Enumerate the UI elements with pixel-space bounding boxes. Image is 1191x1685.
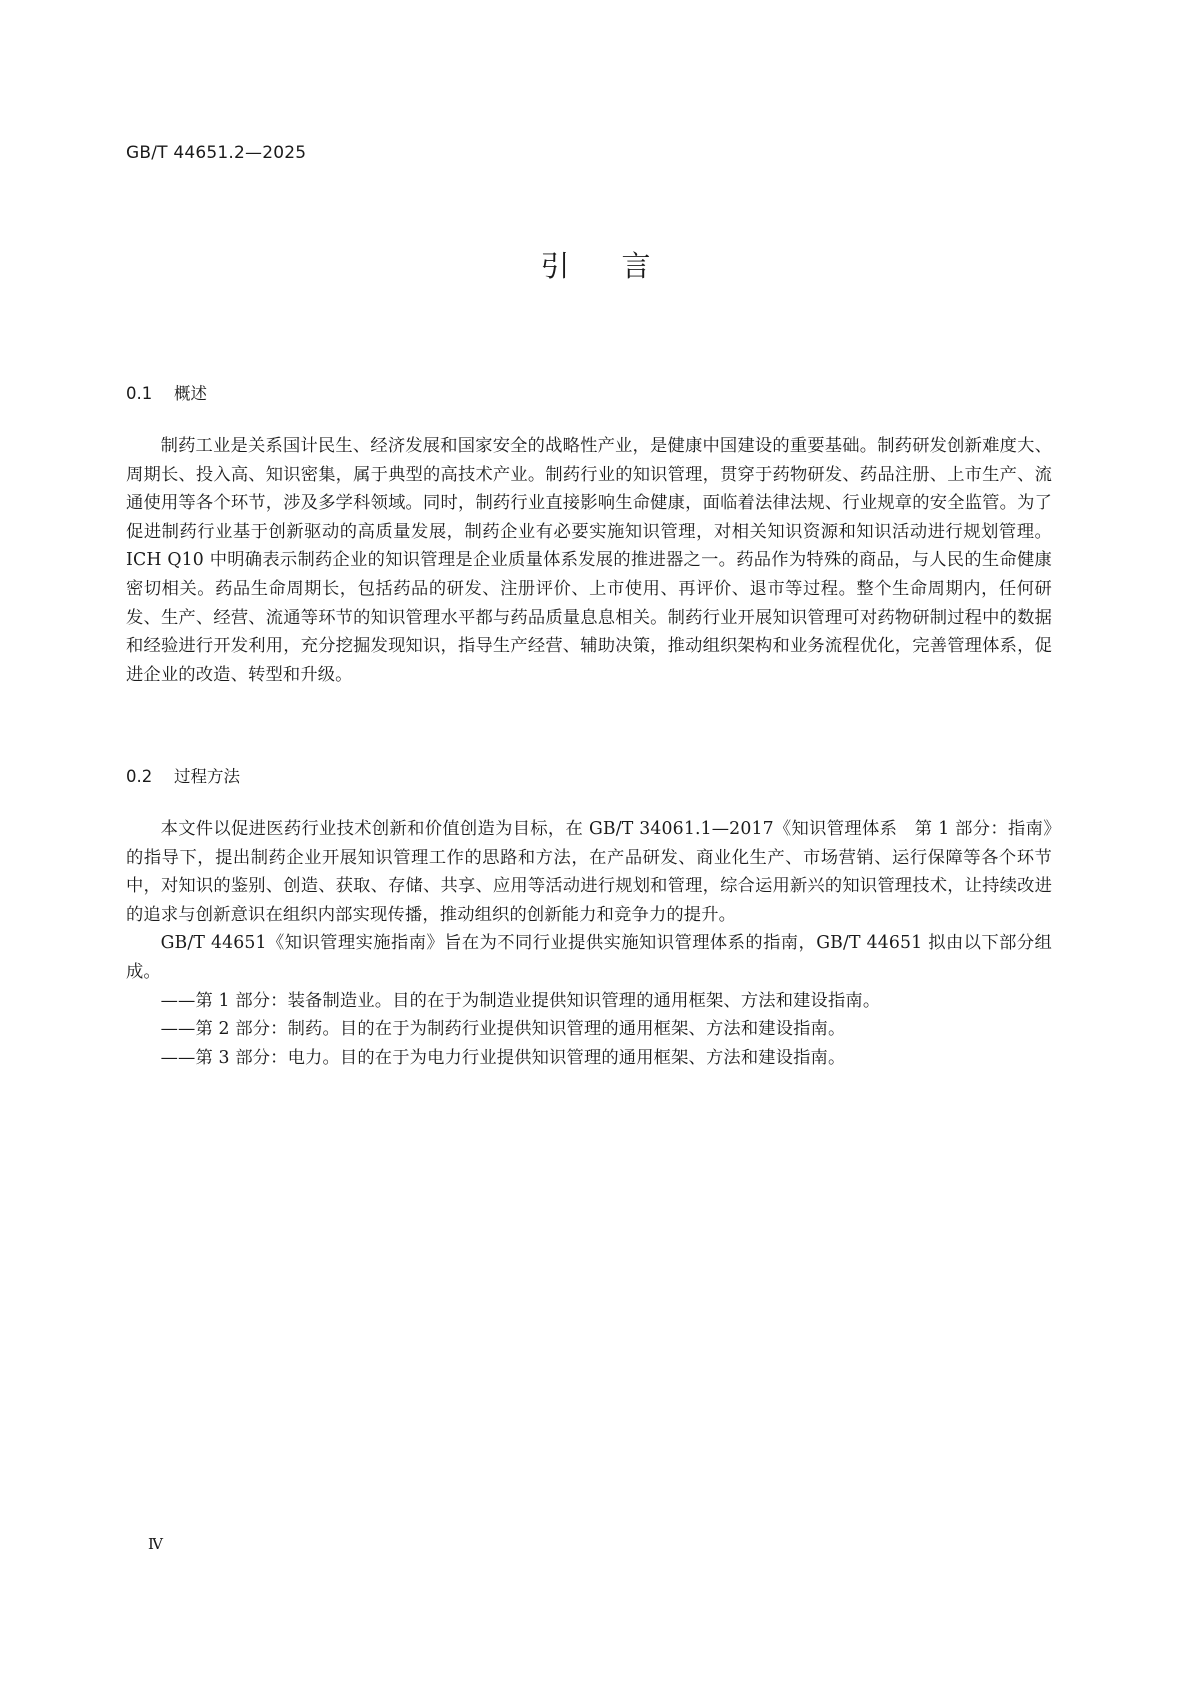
list-item: ——第 1 部分：装备制造业。目的在于为制造业提供知识管理的通用框架、方法和建设指南。 xyxy=(160,990,881,1011)
section-title: 概述 xyxy=(174,384,207,403)
page-number: Ⅳ xyxy=(148,1535,163,1553)
section-number: 0.2 xyxy=(126,767,153,786)
section-title: 过程方法 xyxy=(174,767,240,786)
page-title xyxy=(0,244,1191,285)
title-char-2: 言 xyxy=(621,249,651,283)
document-code: GB/T 44651.2—2025 xyxy=(126,143,307,163)
list-item: ——第 2 部分：制药。目的在于为制药行业提供知识管理的通用框架、方法和建设指南。 xyxy=(160,1019,846,1040)
title-char-1: 引 xyxy=(540,249,570,283)
list-item: ——第 3 部分：电力。目的在于为电力行业提供知识管理的通用框架、方法和建设指南。 xyxy=(160,1047,846,1068)
section-heading-0-2 xyxy=(126,763,240,787)
paragraph: 制药工业是关系国计民生、经济发展和国家安全的战略性产业，是健康中国建设的重要基础。制药研发创新难度大、周期长、投入高、知识密集，属于典型的高技术产业。制药行业的知识管理，贯穿于药物研发、药品注册、上市生产、流通使用等各个环节，涉及多学科领域。同时，制药行业直接影响生命健康，面临着法律法规、行业规章的安全监管。为了促进制药行业基于创新驱动的高质量发展，制药企业有必要实施知识管理，对相关知识资源和知识活动进行规划管理。ICH Q10 中明确表示制药企业的知识管理是企业质量体系发展的推进器之一。药品作为特殊的商品，与人民的生命健康密切相关。药品生命周期长，包括药品的研发、注册评价、上市使用、再评价、退市等过程。整个生命周期内，任何研发、生产、经营、流通等环节的知识管理水平都与药品质量息息相关。制药行业开展知识管理可对药物研制过程中的数据和经验进行开发利用，充分挖掘发现知识，指导生产经营、辅助决策，推动组织架构和业务流程优化，完善管理体系，促进企业的改造、转型和升级。 xyxy=(126,436,1052,685)
paragraph: GB/T 44651《知识管理实施指南》旨在为不同行业提供实施知识管理体系的指南，GB/T 44651 拟由以下部分组成。 xyxy=(126,933,1052,982)
section-body-0-2 xyxy=(126,815,1052,1072)
section-body-0-1 xyxy=(126,432,1052,689)
section-number: 0.1 xyxy=(126,384,153,403)
paragraph: 本文件以促进医药行业技术创新和价值创造为目标，在 GB/T 34061.1—2017《知识管理体系 第 1 部分：指南》的指导下，提出制药企业开展知识管理工作的思路和方法，在产品研发、商业化生产、市场营销、运行保障等各个环节中，对知识的鉴别、创造、获取、存储、共享、应用等活动进行规划和管理，综合运用新兴的知识管理技术，让持续改进的追求与创新意识在组织内部实现传播，推动组织的创新能力和竞争力的提升。 xyxy=(126,819,1052,925)
section-heading-0-1 xyxy=(126,380,207,404)
